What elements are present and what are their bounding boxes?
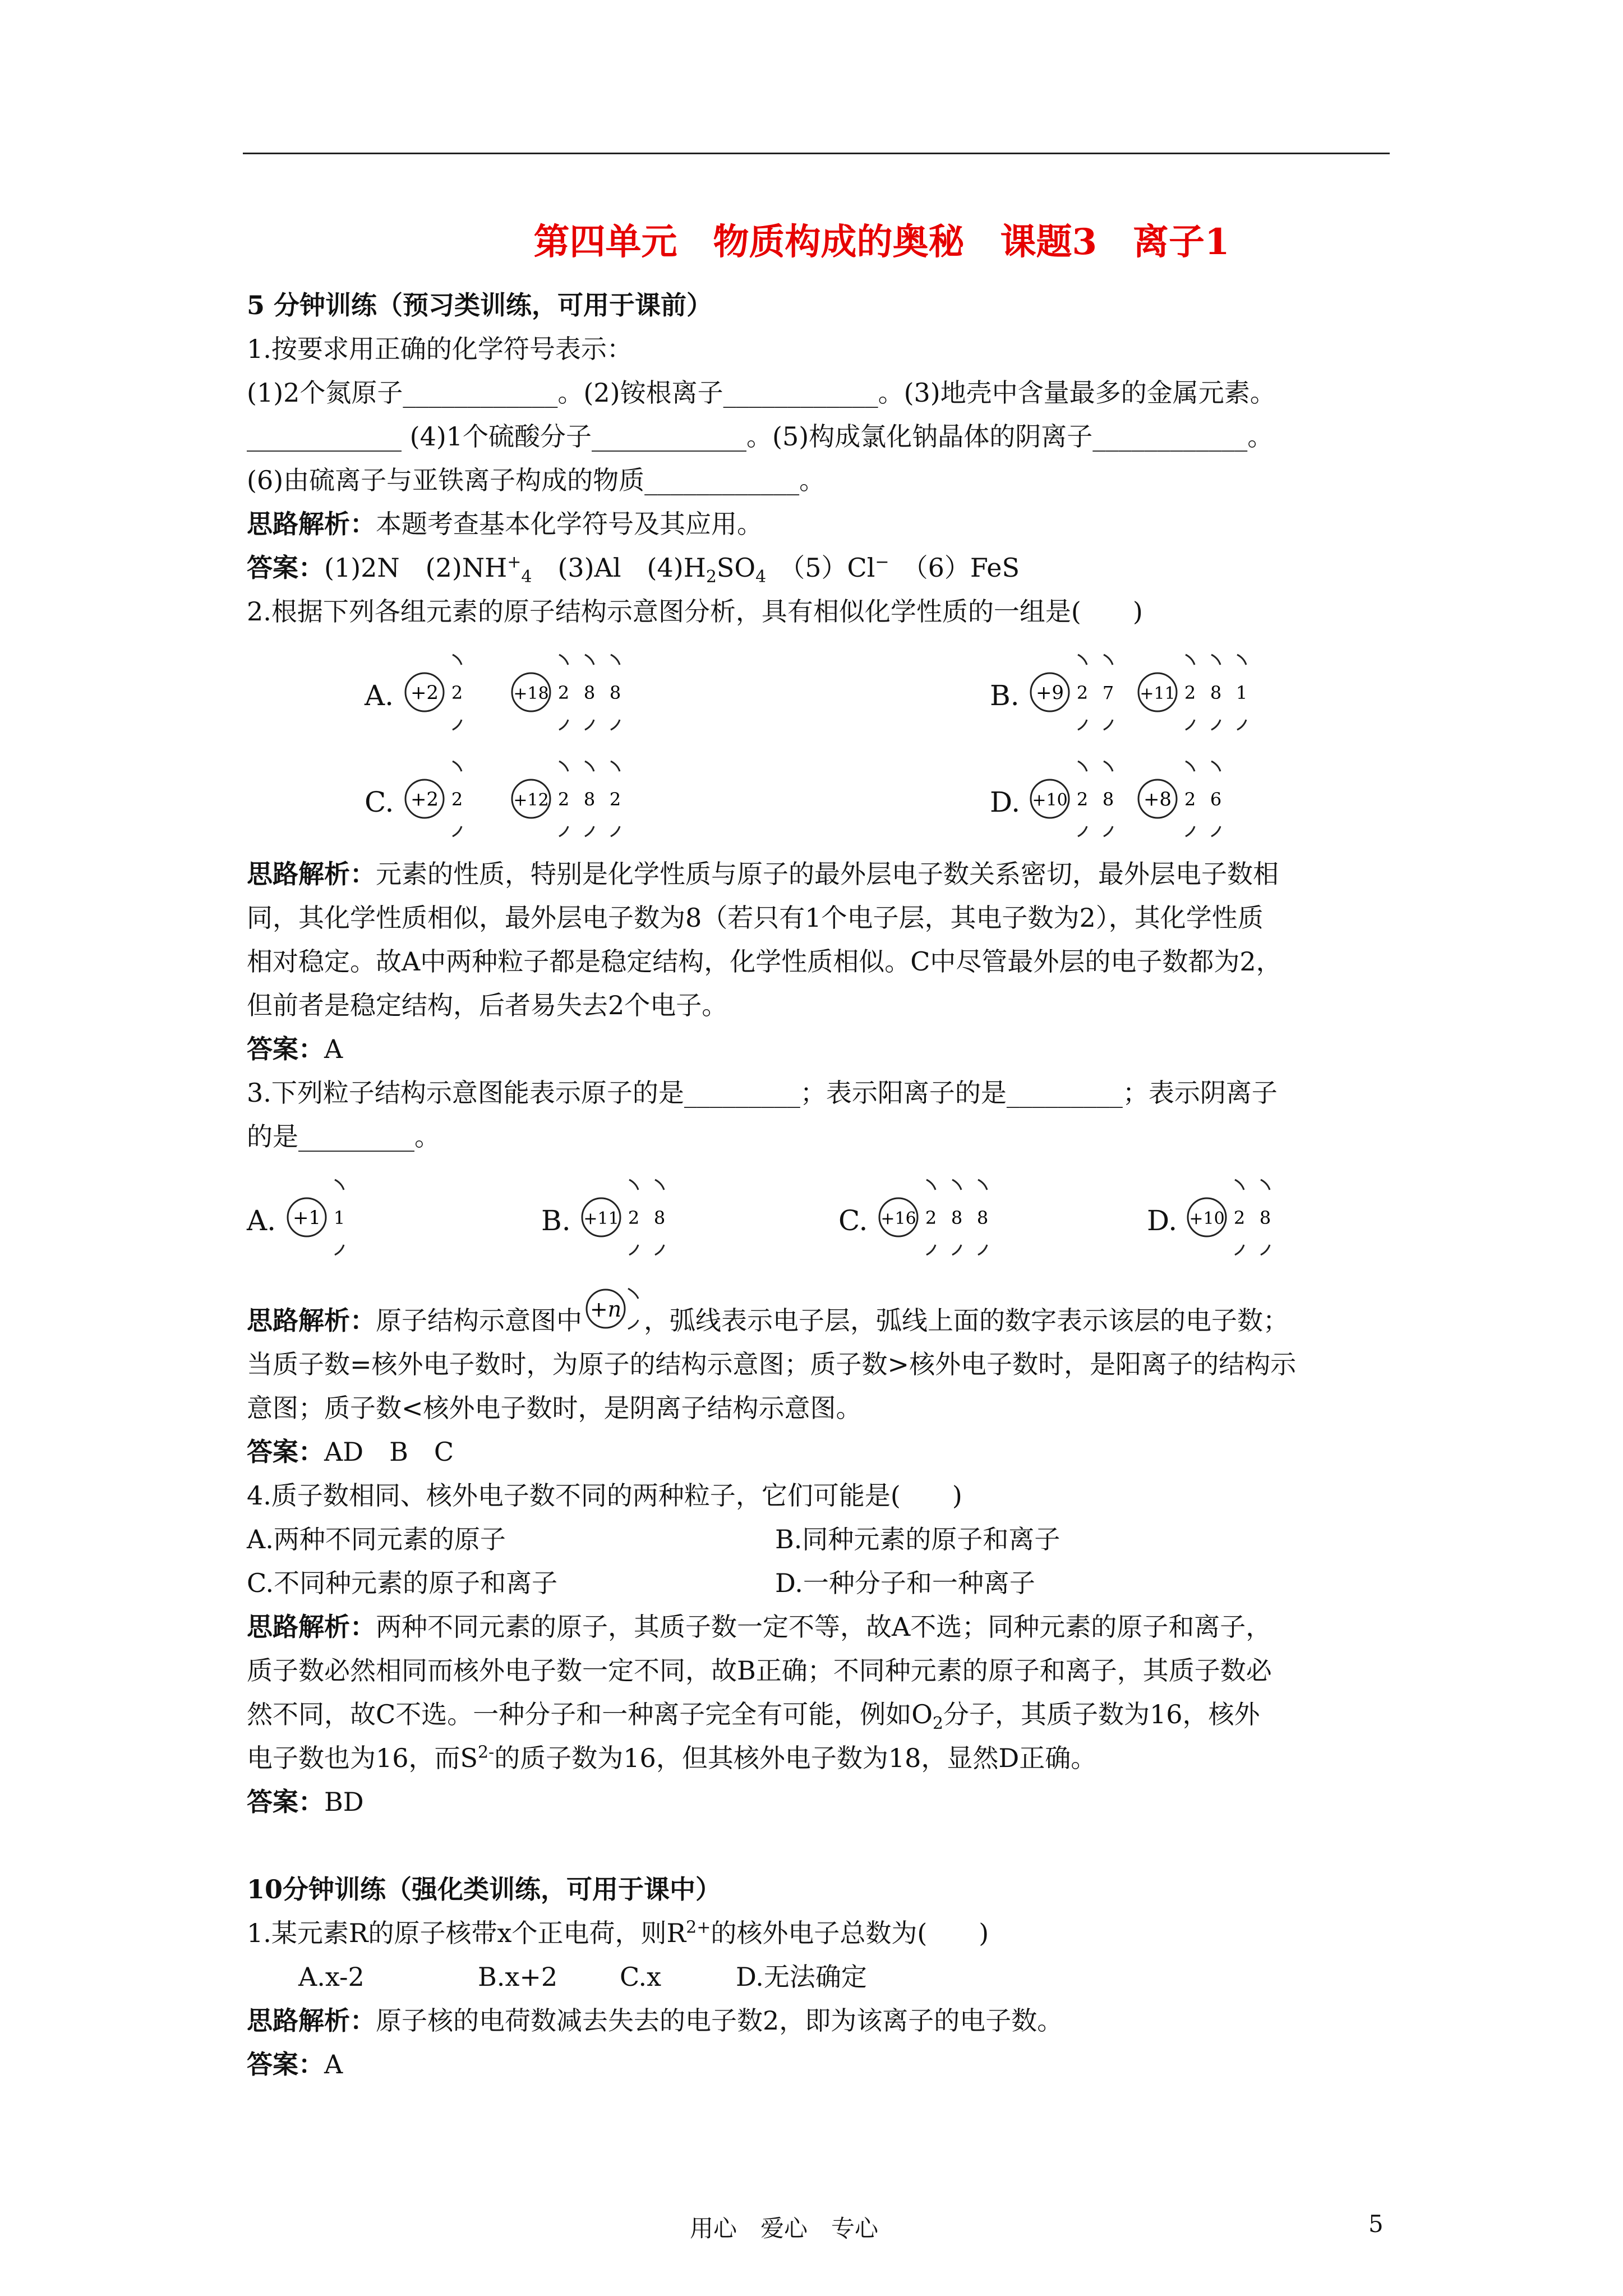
- shell-arc: [952, 1180, 961, 1190]
- shell-arc: [1237, 655, 1246, 665]
- nucleus-label: +9: [1035, 682, 1064, 704]
- q2-analysis-2: 同，其化学性质相似，最外层电子数为8（若只有1个电子层，其电子数为2），其化学性质: [247, 903, 1264, 933]
- shell-electron-count: 2: [1184, 682, 1196, 703]
- shell-electron-count: 6: [1210, 789, 1222, 810]
- shell-arc: [1078, 655, 1087, 665]
- nucleus-label: +10: [1189, 1209, 1225, 1228]
- q1-stem: 1.按要求用正确的化学符号表示：: [247, 334, 633, 364]
- answer-sub: 4: [755, 567, 767, 587]
- analysis-sub: 2: [932, 1714, 944, 1734]
- option-letter: D.: [990, 786, 1021, 818]
- atom-structure-diagram: [508, 746, 647, 852]
- atom-structure-diagram: [1134, 639, 1273, 746]
- option-letter: D.: [1147, 1204, 1178, 1237]
- shell-electron-count: 2: [451, 682, 463, 703]
- s2-q1-analysis: [247, 1999, 1391, 2042]
- nucleus-label: +2: [410, 788, 439, 811]
- shell-arc: [1078, 826, 1087, 836]
- option-letter: A.: [247, 1204, 276, 1237]
- stem-sup: 2+: [686, 1917, 711, 1938]
- q4-analysis-4: [247, 1736, 1391, 1780]
- shell-arc: [611, 720, 620, 730]
- shell-electron-count: 2: [451, 789, 463, 810]
- inline-nucleus-label: +n: [589, 1297, 622, 1322]
- shell-arc: [585, 826, 594, 836]
- analysis-text: 电子数也为16，而S: [247, 1743, 478, 1773]
- answer-part: （5）Cl: [766, 553, 875, 583]
- analysis-text: 本题考查基本化学符号及其应用。: [376, 509, 763, 539]
- nucleus-label: +11: [583, 1209, 619, 1228]
- q3-analysis-1: [247, 1299, 1391, 1342]
- shell-arc: [1237, 720, 1246, 730]
- shell-arc: [629, 1245, 638, 1255]
- shell-arc: [1211, 720, 1220, 730]
- option-letter: C.: [838, 1204, 868, 1237]
- shell-arc: [611, 761, 620, 771]
- section-heading-5min: 5 分钟训练（预习类训练，可用于课前）: [247, 290, 713, 320]
- q4-stem: 4.质子数相同、核外电子数不同的两种粒子，它们可能是( ): [247, 1480, 962, 1511]
- atom-structure-diagram: [401, 639, 488, 746]
- shell-arc: [1104, 655, 1113, 665]
- atom-structure-diagram: [1183, 1164, 1297, 1271]
- atom-structure-diagram: [283, 1164, 371, 1271]
- shell-electron-count: 2: [609, 789, 621, 810]
- shell-arc: [453, 826, 462, 836]
- shell-electron-count: 2: [628, 1207, 640, 1228]
- atom-structure-diagram: [1026, 746, 1140, 852]
- shell-arc: [1078, 720, 1087, 730]
- s2-option-b: B.x+2: [478, 1962, 558, 1992]
- shell-arc: [1211, 826, 1220, 836]
- q3-answer: [247, 1430, 1391, 1474]
- analysis-label: 思路解析：: [247, 1305, 376, 1336]
- analysis-label: 思路解析：: [247, 1612, 376, 1642]
- analysis-text: 两种不同元素的原子，其质子数一定不等，故A不选；同种元素的原子和离子，: [376, 1612, 1272, 1642]
- analysis-label: 思路解析：: [247, 859, 376, 889]
- answer-text: A: [324, 1034, 343, 1064]
- shell-arc: [585, 720, 594, 730]
- q4-option-d: D.一种分子和一种离子: [775, 1568, 1035, 1598]
- q3-analysis-3: 意图；质子数<核外电子数时，是阴离子结构示意图。: [247, 1393, 862, 1423]
- option-letter: B.: [990, 679, 1020, 712]
- atom-structure-diagram: [578, 1164, 691, 1271]
- shell-arc: [655, 1180, 664, 1190]
- shell-arc: [559, 720, 568, 730]
- shell-electron-count: 2: [1233, 1207, 1246, 1228]
- shell-electron-count: 8: [583, 789, 596, 810]
- answer-label: 答案：: [247, 1437, 324, 1467]
- s2-q1-options: [247, 1955, 1391, 1999]
- shell-arc: [1186, 720, 1195, 730]
- s2-q1-answer: [247, 2042, 1391, 2086]
- shell-arc: [559, 655, 568, 665]
- atom-structure-diagram: [401, 746, 488, 852]
- answer-label: 答案：: [247, 1787, 324, 1817]
- shell-electron-count: 8: [1102, 789, 1114, 810]
- shell-arc: [1186, 655, 1195, 665]
- shell-electron-count: 8: [1259, 1207, 1271, 1228]
- shell-arc: [1186, 761, 1195, 771]
- shell-arc: [453, 720, 462, 730]
- nucleus-label: +12: [513, 790, 549, 810]
- q4-option-a: A.两种不同元素的原子: [247, 1524, 506, 1554]
- section-heading-10min: 10分钟训练（强化类训练，可用于课中）: [247, 1874, 722, 1904]
- shell-arc: [453, 761, 462, 771]
- stem-text: 的核外电子总数为( ): [711, 1918, 989, 1948]
- shell-arc: [585, 761, 594, 771]
- q3-stem-2: 的是_________。: [247, 1121, 440, 1152]
- analysis-text: 原子核的电荷数减去失去的电子数2，即为该离子的电子数。: [376, 2005, 1063, 2036]
- q1-line1: (1)2个氮原子____________。(2)铵根离子____________。(3)地壳中含量最多的金属元素。: [247, 378, 1276, 408]
- shell-electron-count: 2: [557, 789, 570, 810]
- q2-analysis-3: 相对稳定。故A中两种粒子都是稳定结构，化学性质相似。C中尽管最外层的电子数都为2，: [247, 946, 1282, 977]
- inline-atom-diagram: [582, 1293, 644, 1332]
- shell-electron-count: 8: [976, 1207, 989, 1228]
- q2-answer: [247, 1027, 1391, 1071]
- shell-arc: [559, 761, 568, 771]
- shell-arc: [1235, 1180, 1244, 1190]
- answer-text: AD B C: [324, 1437, 454, 1467]
- q4-analysis-2: 质子数必然相同而核外电子数一定不同，故B正确；不同种元素的原子和离子，其质子数必: [247, 1655, 1272, 1686]
- atom-structure-diagram: [508, 639, 647, 746]
- shell-electron-count: 2: [925, 1207, 937, 1228]
- analysis-label: 思路解析：: [247, 509, 376, 539]
- shell-electron-count: 2: [1076, 682, 1089, 703]
- nucleus-label: +16: [880, 1209, 916, 1228]
- analysis-text: 元素的性质，特别是化学性质与原子的最外层电子数关系密切，最外层电子数相: [376, 859, 1279, 889]
- nucleus-label: +8: [1143, 788, 1172, 811]
- shell-electron-count: 1: [1235, 682, 1248, 703]
- answer-part: （6）FeS: [889, 553, 1020, 583]
- shell-arc: [926, 1245, 935, 1255]
- answer-text: BD: [324, 1787, 364, 1817]
- shell-arc: [629, 1180, 638, 1190]
- shell-electron-count: 2: [1076, 789, 1089, 810]
- shell-arc: [655, 1245, 664, 1255]
- q2-diagram-row-2: [247, 746, 1391, 852]
- page-number: 5: [1368, 2210, 1384, 2238]
- nucleus-label: +2: [410, 682, 439, 704]
- nucleus-label: +18: [513, 684, 549, 703]
- shell-electron-count: 2: [1184, 789, 1196, 810]
- shell-arc: [453, 655, 462, 665]
- q2-analysis-4: 但前者是稳定结构，后者易失去2个电子。: [247, 990, 728, 1020]
- document-body: [247, 283, 1391, 2086]
- shell-arc: [1104, 826, 1113, 836]
- shell-arc: [978, 1245, 987, 1255]
- q2-stem: 2.根据下列各组元素的原子结构示意图分析，具有相似化学性质的一组是( ): [247, 596, 1143, 627]
- q1-answer: [247, 546, 1391, 590]
- answer-text: A: [324, 2049, 343, 2079]
- q4-option-c: C.不同种元素的原子和离子: [247, 1568, 558, 1598]
- stem-text: 1.某元素R的原子核带x个正电荷，则R: [247, 1918, 686, 1948]
- answer-label: 答案：: [247, 553, 324, 583]
- s2-option-c: C.x: [620, 1962, 662, 1992]
- option-letter: B.: [541, 1204, 571, 1237]
- q1-line2: ____________ (4)1个硫酸分子____________。(5)构成氯化钠晶体的阴离子____________。: [247, 421, 1274, 452]
- shell-arc: [926, 1180, 935, 1190]
- shell-arc: [335, 1245, 344, 1255]
- answer-sup: −: [875, 552, 889, 572]
- q3-diagram-row: [247, 1164, 1391, 1282]
- section-gap: [247, 1824, 1391, 1867]
- shell-arc: [1261, 1245, 1270, 1255]
- analysis-sup: 2-: [478, 1742, 495, 1763]
- nucleus-label: +11: [1140, 684, 1175, 703]
- option-letter: C.: [365, 786, 394, 818]
- shell-arc: [1078, 761, 1087, 771]
- header-rule: [243, 153, 1390, 154]
- shell-arc: [1104, 761, 1113, 771]
- shell-arc: [1104, 720, 1113, 730]
- analysis-text: 分子，其质子数为16，核外: [943, 1699, 1260, 1729]
- analysis-text: 然不同，故C不选。一种分子和一种离子完全有可能，例如O: [247, 1699, 933, 1729]
- answer-sub: 4: [521, 567, 532, 587]
- shell-electron-count: 8: [951, 1207, 963, 1228]
- q2-analysis-1: [247, 852, 1391, 896]
- answer-label: 答案：: [247, 1034, 324, 1064]
- analysis-text: ，弧线表示电子层，弧线上面的数字表示该层的电子数；: [644, 1305, 1289, 1336]
- answer-sub: 2: [706, 567, 717, 587]
- shell-arc: [1235, 1245, 1244, 1255]
- analysis-text: 原子结构示意图中: [376, 1305, 582, 1336]
- answer-label: 答案：: [247, 2049, 324, 2079]
- s2-option-d: D.无法确定: [736, 1962, 867, 1992]
- shell-arc: [611, 655, 620, 665]
- shell-arc: [1261, 1180, 1270, 1190]
- answer-part: (1)2N (2)NH: [324, 553, 508, 583]
- shell-arc: [585, 655, 594, 665]
- q4-options-row-2: [247, 1561, 1391, 1605]
- shell-arc: [611, 826, 620, 836]
- q4-option-b: B.同种元素的原子和离子: [775, 1524, 1061, 1554]
- footer-motto: 用心 爱心 专心: [690, 2215, 879, 2242]
- s2-q1-stem: [247, 1911, 1391, 1955]
- shell-arc: [335, 1180, 344, 1190]
- shell-electron-count: 8: [583, 682, 596, 703]
- shell-electron-count: 8: [1210, 682, 1222, 703]
- q4-analysis-1: [247, 1605, 1391, 1649]
- shell-electron-count: 8: [653, 1207, 666, 1228]
- nucleus-label: +1: [292, 1207, 321, 1229]
- atom-structure-diagram: [1134, 746, 1247, 852]
- shell-arc: [978, 1180, 987, 1190]
- shell-electron-count: 8: [609, 682, 621, 703]
- q4-options-row-1: [247, 1517, 1391, 1561]
- atom-structure-diagram: [875, 1164, 1014, 1271]
- shell-electron-count: 7: [1102, 682, 1114, 703]
- nucleus-label: +10: [1032, 790, 1068, 810]
- q4-answer: [247, 1780, 1391, 1824]
- answer-part: SO: [716, 553, 756, 583]
- answer-part: (3)Al (4)H: [532, 553, 706, 583]
- shell-electron-count: 1: [333, 1207, 345, 1228]
- shell-arc: [1211, 655, 1220, 665]
- q1-line3: (6)由硫离子与亚铁离子构成的物质____________。: [247, 465, 826, 495]
- q3-analysis-2: 当质子数=核外电子数时，为原子的结构示意图；质子数>核外电子数时，是阳离子的结构示: [247, 1349, 1297, 1379]
- shell-arc: [1211, 761, 1220, 771]
- page-title: 第四单元 物质构成的奥秘 课题3 离子1: [533, 221, 1230, 263]
- shell-arc: [952, 1245, 961, 1255]
- atom-structure-diagram: [1026, 639, 1140, 746]
- q3-stem-1: 3.下列粒子结构示意图能表示原子的是_________；表示阳离子的是_________；表示阴离子: [247, 1078, 1278, 1108]
- option-letter: A.: [365, 679, 394, 712]
- q4-analysis-3: [247, 1692, 1391, 1736]
- shell-electron-count: 2: [557, 682, 570, 703]
- shell-arc: [1186, 826, 1195, 836]
- q1-analysis: [247, 502, 1391, 546]
- analysis-text: 的质子数为16，但其核外电子数为18，显然D正确。: [494, 1743, 1097, 1773]
- q2-diagram-row-1: [247, 639, 1391, 746]
- s2-option-a: A.x-2: [298, 1962, 365, 1992]
- shell-arc: [559, 826, 568, 836]
- answer-sup: +: [507, 552, 522, 572]
- analysis-label: 思路解析：: [247, 2005, 376, 2036]
